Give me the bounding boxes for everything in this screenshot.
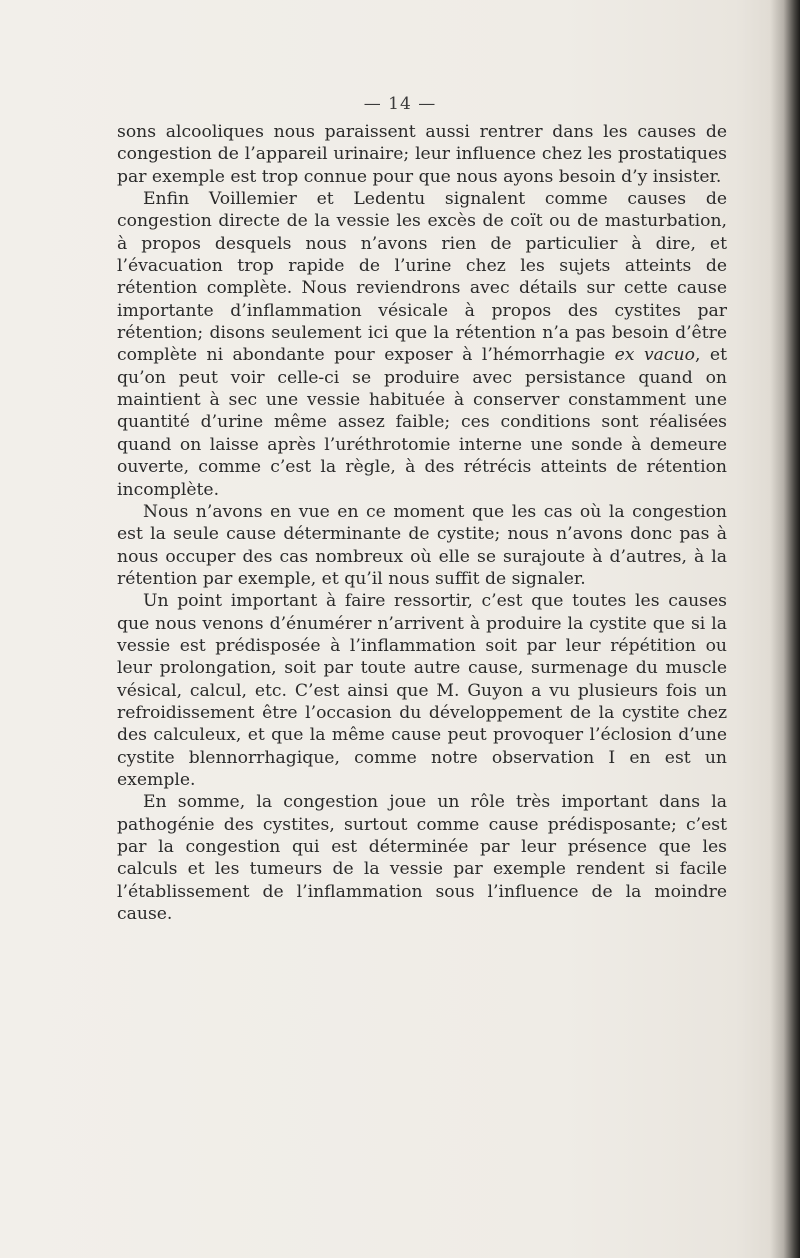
paragraph-2-text-b: , et qu’on peut voir celle-ci se produire avec persistance quand on maintient à sec une vessie habituée à conserver constamment une quantité d’urine même assez faible; ces conditions sont réalisées quand on laisse après l’uréthrotomie interne une sonde à demeure ouverte, comme c’est la règle, à des rétrécis atteints de rétention incomplète.	[117, 345, 727, 500]
page-number: — 14 —	[363, 94, 437, 114]
paragraph-1-text: sons alcooliques nous paraissent aussi rentrer dans les causes de congestion de l’appareil urinaire; leur influence chez les prostatiques par exemple est trop connue pour que nous ayons besoin d’y insister.	[117, 122, 727, 187]
binding-edge	[770, 0, 800, 1258]
paragraph-3	[117, 501, 727, 590]
paragraph-2-text-a: Enfin Voillemier et Ledentu signalent comme causes de congestion directe de la vessie les excès de coït ou de masturbation, à propos desquels nous n’avons rien de particulier à dire, et l’évacuation trop rapide de l’urine chez les sujets atteints de rétention complète. Nous reviendrons avec détails sur cette cause importante d’inflammation vésicale à propos des cystites par rétention; disons seulement ici que la rétention n’a pas besoin d’être complète ni abondante pour exposer à l’hémorrhagie	[117, 189, 727, 366]
paragraph-5-text: En somme, la congestion joue un rôle très important dans la pathogénie des cystites, surtout comme cause prédisposante; c’est par la congestion qui est déterminée par leur présence que les calculs et les tumeurs de la vessie par exemple rendent si facile l’établissement de l’inflammation sous l’influence de la moindre cause.	[117, 792, 727, 925]
paragraph-2-italic: ex vacuo	[614, 345, 695, 366]
paragraph-3-text: Nous n’avons en vue en ce moment que les cas où la congestion est la seule cause déterminante de cystite; nous n’avons donc pas à nous occuper des cas nombreux où elle se surajoute à d’autres, à la rétention par exemple, et qu’il nous suffit de signaler.	[117, 501, 727, 589]
paragraph-5	[117, 791, 727, 925]
paragraph-1	[117, 121, 727, 188]
paragraph-4-text: Un point important à faire ressortir, c’est que toutes les causes que nous venons d’énumérer n’arrivent à produire la cystite que si la vessie est prédisposée à l’inflammation soit par leur répétition ou leur prolongation, soit par toute autre cause, surmenage du muscle vésical, calcul, etc. C’est ainsi que M. Guyon a vu plusieurs fois un refroidissement être l’occasion du développement de la cystite chez des calculeux, et que la même cause peut provoquer l’éclosion d’une cystite blennorrhagique, comme notre observation I en est un exemple.	[117, 591, 727, 790]
paragraph-4	[117, 590, 727, 791]
paragraph-2	[117, 188, 727, 501]
body-text	[117, 121, 727, 925]
